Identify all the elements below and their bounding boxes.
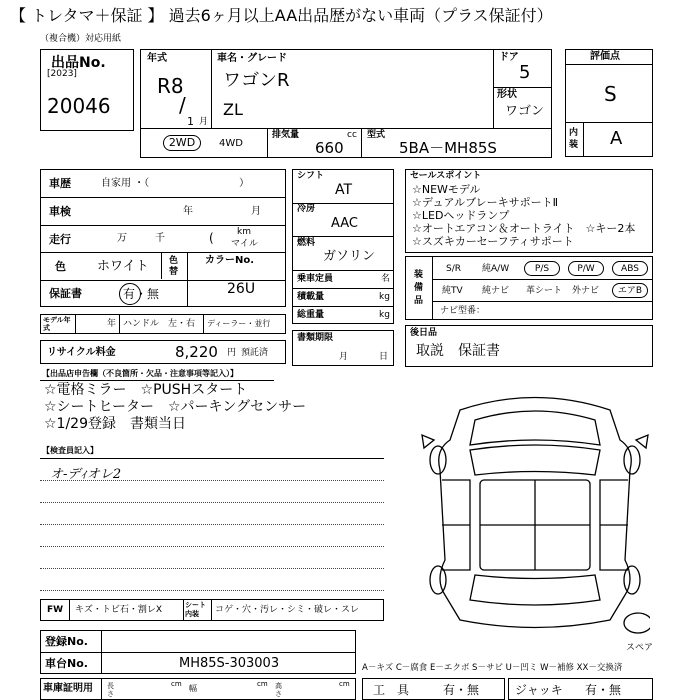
reg-box [40, 630, 356, 674]
inspector-heading: 【検査員記入】 [42, 446, 98, 455]
spare-label: スペア [626, 643, 654, 653]
score-label: 評価点 [590, 51, 620, 62]
type-value: 5BA－MH85S [399, 139, 497, 157]
sales-label: セールスポイント [410, 171, 482, 181]
cert-height: 高さ [275, 682, 282, 698]
interior-label: 内装 [569, 128, 579, 150]
tools-label: 工 具 [373, 683, 410, 697]
notes-line: ☆1/29登録 書類当日 [44, 416, 186, 432]
model-year-handle: ハンドル 左・右 [123, 319, 196, 329]
shift-value: AT [335, 182, 353, 198]
cert-height-cm: cm [339, 680, 350, 688]
drive-4wd: 4WD [219, 138, 243, 149]
notes-line: ☆電格ミラー ☆PUSHスタート [44, 382, 248, 398]
fw-label: FW [47, 605, 64, 615]
deadline-month: 月 [339, 352, 349, 362]
chassis-value: MH85S-303003 [179, 656, 280, 671]
recycle-label: リサイクル料金 [47, 347, 116, 358]
fw-text: キズ・トビ石・割レX [75, 605, 162, 615]
equip-tv: 純TV [442, 286, 463, 296]
inspection-year: 年 [183, 206, 193, 217]
ac-value: AAC [331, 216, 358, 231]
capacity-unit: 名 [381, 274, 391, 284]
gross-unit: kg [379, 310, 390, 320]
sales-item: ☆デュアルブレーキサポートⅡ [412, 196, 559, 209]
warranty-label: 保証書 [49, 287, 82, 300]
postscript-label: 後日品 [410, 328, 438, 338]
ac-label: 冷房 [297, 204, 316, 214]
lot-box [40, 49, 134, 131]
warranty-circle [119, 283, 141, 305]
cert-width-cm: cm [257, 680, 268, 688]
color-value: ホワイト [97, 259, 149, 274]
sales-points [405, 169, 653, 253]
mileage-note: ( [209, 231, 214, 245]
year-label: 年式 [147, 53, 167, 64]
capacity-label: 乗車定員 [297, 274, 334, 284]
model-grade: ZL [223, 100, 243, 119]
cert-box [40, 678, 356, 700]
equip-aw: 純A/W [482, 264, 510, 274]
lot-label: 出品No. [51, 55, 106, 71]
equip-abs: ABS [612, 261, 648, 276]
lot-number: 20046 [47, 94, 111, 118]
jack-value: 有・無 [585, 683, 622, 697]
color-change: 色替 [169, 256, 179, 277]
equip-airbag: エアB [612, 283, 648, 298]
model-year-year: 年 [107, 319, 117, 329]
displacement-value: 660 [315, 139, 344, 157]
recycle-row [40, 340, 286, 364]
middle-table [292, 169, 394, 324]
seat-text: コゲ・穴・汚レ・シミ・破レ・スレ [215, 605, 360, 615]
shape-label: 形状 [497, 89, 517, 100]
load-label: 積載量 [297, 292, 325, 302]
spec-row [140, 128, 552, 158]
history-label: 車歴 [49, 177, 71, 190]
displacement-label: 排気量 [272, 130, 300, 140]
seat-label: シート内装 [185, 601, 206, 618]
gross-label: 総重量 [297, 310, 325, 320]
paper-note: （複合機）対応用紙 [40, 34, 122, 44]
fuel-label: 燃料 [297, 238, 316, 248]
doors-label: ドア [499, 52, 519, 63]
deadline-day: 日 [379, 352, 389, 362]
jack-label: ジャッキ [515, 683, 563, 697]
inspection-month: 月 [251, 206, 261, 217]
notes-label: 【出品店申告欄（不良箇所・欠品・注意事項等記入）】 [42, 369, 238, 378]
color-no-label: カラーNo. [205, 255, 255, 266]
deadline-box [292, 330, 394, 366]
model-name: ワゴンR [223, 70, 290, 91]
inspection-label: 車検 [49, 205, 71, 218]
warranty-value: 有・無 [123, 287, 160, 301]
notes-line: ☆シートヒーター ☆パーキングセンサー [44, 399, 307, 415]
deadline-label: 書類期限 [297, 333, 334, 343]
chassis-label: 車台No. [45, 657, 88, 670]
equip-leather: 革シート [526, 286, 563, 296]
equipment-label: 装備品 [414, 270, 424, 306]
tools-value: 有・無 [443, 683, 480, 697]
mileage-km: km [237, 227, 251, 237]
legend-codes: A－キズ C－腐食 E－エクボ S－サビ U－凹ミ W－補修 XX－交換済 [362, 663, 623, 673]
banner [0, 0, 700, 33]
score-box [565, 49, 653, 157]
shift-label: シフト [297, 171, 325, 181]
model-year-row [40, 314, 286, 334]
equip-extnavi: 外ナビ [572, 286, 600, 296]
equipment-box [405, 256, 653, 320]
equip-pw: P/W [568, 261, 604, 276]
equip-sr: S/R [446, 264, 461, 274]
sales-item: ☆LEDヘッドランプ [412, 209, 510, 222]
reg-label: 登録No. [45, 635, 88, 648]
model-label: 車名・グレード [217, 53, 287, 64]
car-diagram [420, 380, 650, 640]
fuel-value: ガソリン [323, 249, 376, 264]
mileage-mile: マイル [231, 239, 258, 249]
equip-navi: 純ナビ [482, 286, 510, 296]
score-value: S [604, 82, 617, 106]
mileage-sen: 千 [155, 233, 165, 244]
recycle-value: 8,220 [175, 343, 218, 361]
cert-label: 車庫証明用 [43, 683, 93, 694]
damage-row [40, 599, 384, 621]
sales-item: ☆オートエアコン＆オートライト ☆キー2本 [412, 222, 636, 235]
mileage-label: 走行 [49, 233, 71, 246]
type-label: 型式 [367, 130, 386, 140]
inspector-lines [40, 458, 384, 598]
equip-navi-model: ナビ型番： [440, 306, 486, 316]
cert-length: 長さ [107, 682, 114, 698]
inspector-label: オ-デｨオレ2 [50, 467, 122, 482]
postscript-box [405, 325, 653, 367]
recycle-unit: 円 [227, 348, 237, 358]
header-box [140, 49, 552, 129]
left-table [40, 169, 286, 307]
drive-2wd: 2WD [163, 135, 201, 151]
equip-ps: P/S [524, 261, 560, 276]
mileage-man: 万 [117, 233, 127, 244]
color-label: 色 [55, 260, 66, 273]
jack-box [508, 678, 653, 700]
year-era: R8 [157, 74, 184, 98]
load-unit: kg [379, 292, 390, 302]
history-text: 自家用 ・（ ） [101, 178, 250, 189]
displacement-unit: cc [347, 130, 357, 140]
year-month: 1 [187, 115, 194, 128]
model-year-label: モデル年式 [43, 316, 71, 332]
year-slash: / [179, 93, 186, 117]
cert-width: 幅 [189, 684, 197, 693]
banner-text: 【 トレタマ＋保証 】 過去6ヶ月以上AA出品歴がない車両（プラス保証付） [10, 6, 553, 25]
postscript-value: 取説 保証書 [416, 343, 500, 359]
sales-item: ☆スズキカーセーフティサポート [412, 235, 574, 248]
lot-year-tag: [2023] [47, 69, 77, 79]
model-year-dealer: ディーラー・並行 [207, 319, 271, 328]
sales-item: ☆NEWモデル [412, 183, 481, 196]
tools-box [362, 678, 505, 700]
recycle-note: 預託済 [241, 348, 269, 358]
cert-length-cm: cm [171, 680, 182, 688]
interior-value: A [610, 128, 623, 149]
doors-value: 5 [519, 62, 531, 83]
color-no-value: 26U [227, 281, 256, 297]
year-month-unit: 月 [199, 117, 209, 127]
shape-value: ワゴン [505, 104, 545, 119]
